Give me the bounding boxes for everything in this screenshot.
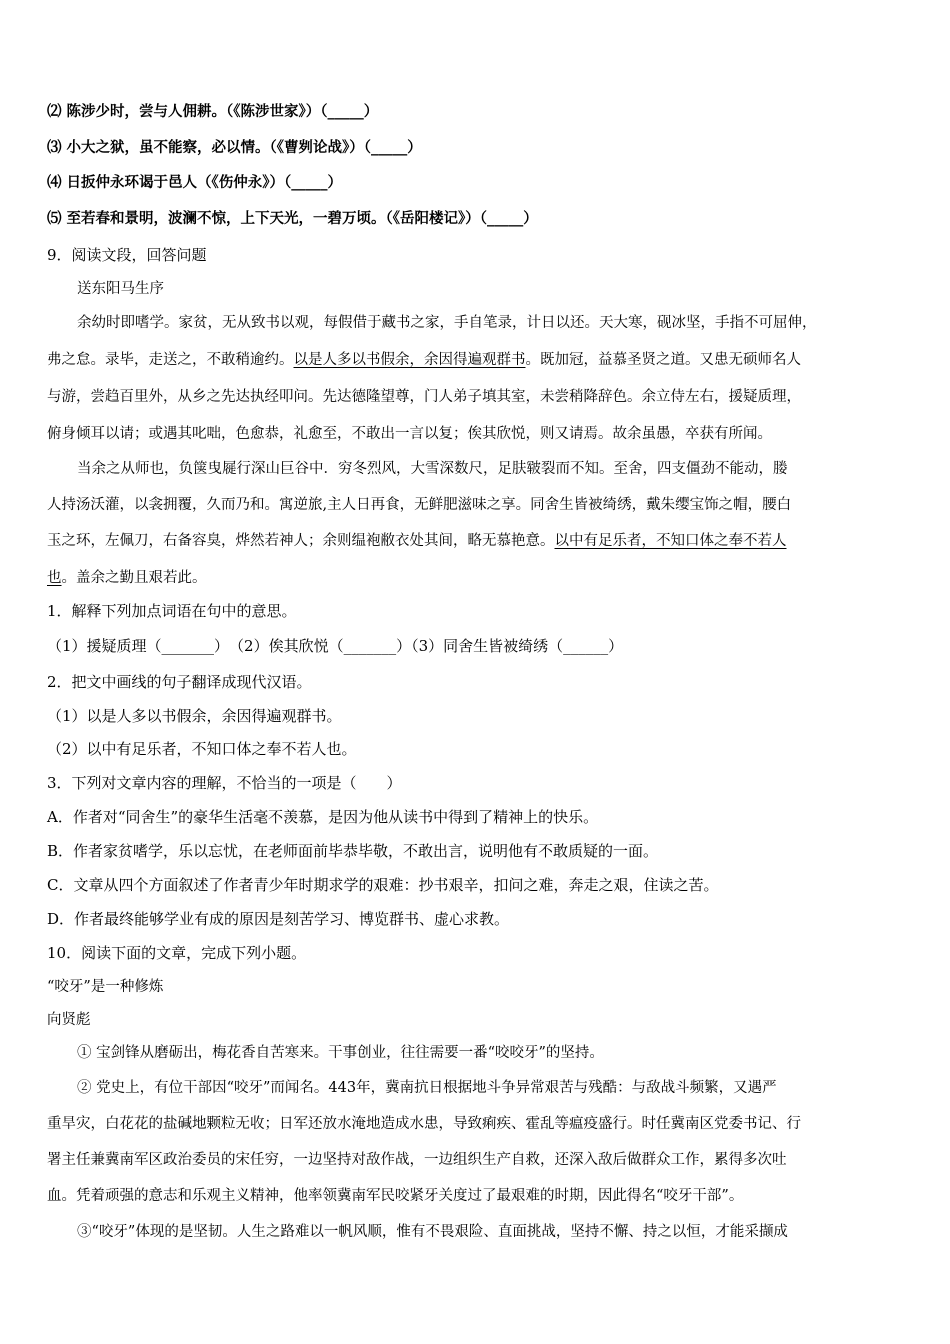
underlined-sentence-2: 以中有足乐者，不知口体之奉不若人 [554,533,787,549]
subquestion-1-items: （1）援疑质理（_______） （2）俟其欣悦（_______）（3）同舍生皆被绮绣（______） [47,637,624,655]
article-line: 重旱灾，白花花的盐碱地颗粒无收；日军还放水淹地造成水患，导致痢疾、霍乱等瘟疫盛行。时任冀南区党委书记、行 [47,1116,801,1132]
article-line: ① 宝剑锋从磨砺出，梅花香自苦寒来。干事创业，往往需要一番“咬咬牙”的坚持。 [77,1045,604,1061]
option-b: B．作者家贫嗜学，乐以忘忧，在老师面前毕恭毕敬，不敢出言，说明他有不敢质疑的一面。 [47,842,659,860]
article-line: 血。凭着顽强的意志和乐观主义精神，他率领冀南军民咬紧牙关度过了最艰难的时期，因此得名“咬牙干部”。 [47,1188,744,1204]
article-line: ② 党史上，有位干部因“咬牙”而闻名。443年，冀南抗日根据地斗争异常艰苦与残酷：与敌战斗频繁，又遇严 [77,1080,777,1096]
option-a: A．作者对“同舍生”的豪华生活毫不羡慕，是因为他从读书中得到了精神上的快乐。 [47,808,599,826]
passage-line [47,350,801,370]
subquestion-2-item-1: （1）以是人多以书假余，余因得遍观群书。 [47,707,342,725]
option-d: D．作者最终能够学业有成的原因是刻苦学习、博览群书、虚心求教。 [47,910,510,928]
passage-line: 与游，尝趋百里外，从乡之先达执经叩问。先达德隆望尊，门人弟子填其室，未尝稍降辞色。余立侍左右，援疑质理， [47,389,801,405]
underlined-sentence-1: 以是人多以书假余，余因得遍观群书 [293,352,526,368]
recitation-item-4: ⑷ 日扳仲永环谒于邑人（《伤仲永》）（_____） [47,175,343,191]
passage-line [47,568,207,588]
option-c: C．文章从四个方面叙述了作者青少年时期求学的艰难：抄书艰辛，扣问之难，奔走之艰，住读之苦。 [47,876,719,894]
subquestion-1: 1．解释下列加点词语在句中的意思。 [47,602,297,620]
passage-line [47,531,787,551]
passage-text: 。既加冠，益慕圣贤之道。又患无硕师名人 [525,352,801,368]
passage-text: 。盖余之勤且艰若此。 [61,570,207,586]
passage-text: 弗之怠。录毕，走送之，不敢稍逾约。 [47,352,294,368]
passage-line: 俯身倾耳以请；或遇其叱咄，色愈恭，礼愈至，不敢出一言以复；俟其欣悦，则又请焉。故余虽愚，卒获有所闻。 [47,426,772,442]
article-line: ③“咬牙”体现的是坚韧。人生之路难以一帆风顺，惟有不畏艰险、直面挑战，坚持不懈、持之以恒，才能采撷成 [77,1224,788,1240]
article-author: 向贤彪 [47,1012,91,1028]
recitation-item-3: ⑶ 小大之狱，虽不能察，必以情。（《曹刿论战》）（_____） [47,140,422,156]
passage-line: 人持汤沃灌，以衾拥覆，久而乃和。寓逆旅,主人日再食，无鲜肥滋味之享。同舍生皆被绮绣，戴朱缨宝饰之帽，腰白 [47,497,792,513]
passage-line: 余幼时即嗜学。家贫，无从致书以观，每假借于藏书之家，手自笔录，计日以还。天大寒，砚冰坚，手指不可屈伸， [77,315,817,331]
subquestion-2: 2．把文中画线的句子翻译成现代汉语。 [47,673,312,691]
recitation-item-5: ⑸ 至若春和景明，波澜不惊，上下天光，一碧万顷。（《岳阳楼记》）（_____） [47,211,538,227]
question-10-heading: 10．阅读下面的文章，完成下列小题。 [47,944,307,962]
passage-line: 当余之从师也，负箧曳屣行深山巨谷中．穷冬烈风，大雪深数尺，足肤皲裂而不知。至舍，四支僵劲不能动，媵 [77,461,788,477]
article-line: 署主任兼冀南军区政治委员的宋任穷，一边坚持对敌作战，一边组织生产自救，还深入敌后做群众工作，累得多次吐 [47,1152,787,1168]
recitation-item-2: ⑵ 陈涉少时，尝与人佣耕。（《陈涉世家》）（_____） [47,104,379,120]
subquestion-3: 3．下列对文章内容的理解，不恰当的一项是（ ） [47,774,402,792]
underlined-sentence-2-end: 也 [47,570,62,586]
article-title: “咬牙”是一种修炼 [47,979,164,995]
question-9-heading: 9．阅读文段，回答问题 [47,246,207,264]
passage-title: 送东阳马生序 [77,281,164,297]
subquestion-2-item-2: （2）以中有足乐者，不知口体之奉不若人也。 [47,740,357,758]
passage-text: 玉之环，左佩刀，右备容臭，烨然若神人；余则缊袍敝衣处其间，略无慕艳意。 [47,533,555,549]
